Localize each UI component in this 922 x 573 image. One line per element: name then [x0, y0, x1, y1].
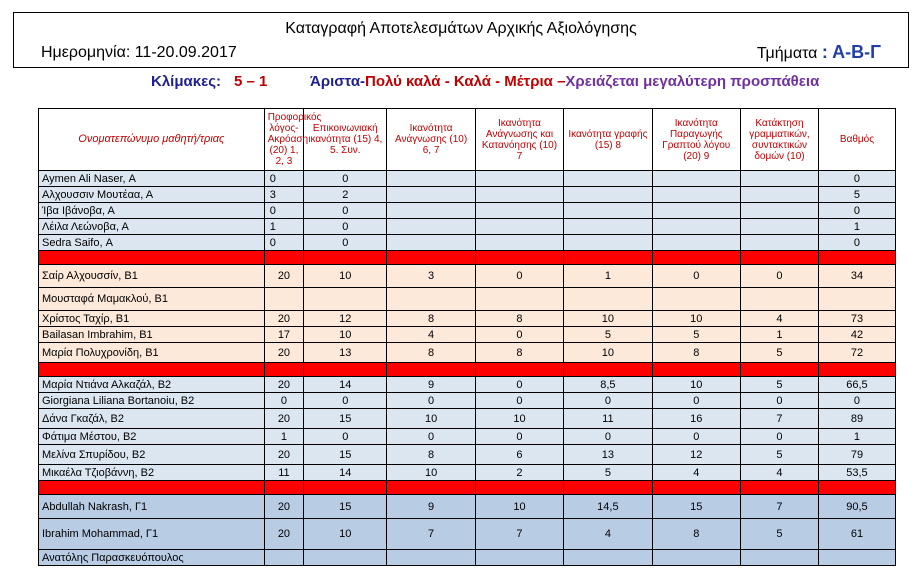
- score-cell: 8: [387, 445, 475, 465]
- score-cell: 3: [387, 265, 475, 288]
- table-header-row: [39, 109, 896, 171]
- score-cell: 12: [304, 311, 387, 327]
- score-cell: [475, 187, 563, 203]
- report-header: [13, 12, 909, 68]
- score-cell: [740, 235, 818, 251]
- score-cell: 5: [740, 343, 818, 363]
- score-cell: 8,5: [564, 377, 652, 393]
- student-name: Μαρία Ντιάνα Αλκαζάλ, Β2: [39, 377, 265, 393]
- student-name: Μουσταφά Μαμακλού, Β1: [39, 288, 265, 311]
- score-cell: [652, 203, 740, 219]
- score-cell: [304, 550, 387, 566]
- table-row: [39, 377, 896, 393]
- score-cell: [740, 171, 818, 187]
- table-row: [39, 187, 896, 203]
- separator-cell: [475, 251, 563, 265]
- group-separator: [39, 251, 896, 265]
- score-cell: 0: [740, 265, 818, 288]
- score-cell: [387, 288, 475, 311]
- table-row: [39, 235, 896, 251]
- student-name: Χρίστος Ταχίρ, Β1: [39, 311, 265, 327]
- score-cell: 0: [264, 393, 304, 409]
- class-label-text: Τμήματα: [756, 45, 818, 62]
- column-header: Κατάκτηση γραμματικών, συντακτικών δομών (10): [740, 109, 818, 171]
- score-cell: 20: [264, 377, 304, 393]
- score-cell: 0: [304, 219, 387, 235]
- score-cell: [564, 171, 652, 187]
- score-cell: 14,5: [564, 495, 652, 519]
- score-cell: 5: [740, 445, 818, 465]
- table-row: [39, 409, 896, 429]
- score-cell: 5: [740, 519, 818, 550]
- column-header: Ικανότητα Ανάγνωσης και Κατανόησης (10) 7: [475, 109, 563, 171]
- score-cell: 73: [818, 311, 895, 327]
- separator-cell: [740, 363, 818, 377]
- table-row: [39, 495, 896, 519]
- score-cell: 10: [564, 343, 652, 363]
- score-cell: 20: [264, 519, 304, 550]
- table-row: [39, 219, 896, 235]
- column-header: Ικανότητα γραφής (15) 8: [564, 109, 652, 171]
- score-cell: [475, 550, 563, 566]
- scale-range: 5 – 1: [234, 73, 268, 90]
- score-cell: 0: [818, 203, 895, 219]
- score-cell: 14: [304, 465, 387, 481]
- score-cell: 0: [264, 171, 304, 187]
- student-name: Μικαέλα Τζιοβάννη, Β2: [39, 465, 265, 481]
- score-cell: [387, 187, 475, 203]
- score-cell: 4: [387, 327, 475, 343]
- score-cell: 4: [740, 311, 818, 327]
- separator-cell: [387, 363, 475, 377]
- score-cell: 10: [304, 519, 387, 550]
- table-row: [39, 550, 896, 566]
- score-cell: 90,5: [818, 495, 895, 519]
- score-cell: 8: [475, 311, 563, 327]
- score-cell: [564, 219, 652, 235]
- score-cell: 5: [740, 377, 818, 393]
- score-cell: 0: [475, 393, 563, 409]
- score-cell: 4: [652, 465, 740, 481]
- table-row: [39, 203, 896, 219]
- student-name: Ibrahim Mohammad, Γ1: [39, 519, 265, 550]
- separator-cell: [652, 481, 740, 495]
- score-cell: 1: [264, 429, 304, 445]
- score-cell: 0: [564, 393, 652, 409]
- score-cell: 53,5: [818, 465, 895, 481]
- score-cell: [740, 288, 818, 311]
- score-cell: 1: [818, 219, 895, 235]
- report-date: Ημερομηνία: 11-20.09.2017: [41, 44, 237, 61]
- score-cell: [652, 235, 740, 251]
- separator-cell: [652, 251, 740, 265]
- score-cell: 11: [564, 409, 652, 429]
- separator-cell: [740, 481, 818, 495]
- score-cell: [387, 219, 475, 235]
- score-cell: 0: [652, 429, 740, 445]
- score-cell: 15: [304, 495, 387, 519]
- score-cell: 10: [475, 495, 563, 519]
- score-cell: 0: [387, 429, 475, 445]
- separator-cell: [304, 251, 387, 265]
- score-cell: 15: [304, 445, 387, 465]
- separator-cell: [264, 251, 304, 265]
- score-cell: [475, 171, 563, 187]
- score-cell: 0: [304, 393, 387, 409]
- score-cell: 7: [740, 495, 818, 519]
- separator-cell: [564, 251, 652, 265]
- column-header: Ικανότητα Παραγωγής Γραπτού λόγου (20) 9: [652, 109, 740, 171]
- separator-cell: [818, 251, 895, 265]
- score-cell: 11: [264, 465, 304, 481]
- score-cell: 8: [387, 311, 475, 327]
- scale-desc-1: Άριστα-: [310, 73, 366, 90]
- score-cell: 0: [475, 377, 563, 393]
- score-cell: [652, 187, 740, 203]
- separator-cell: [387, 481, 475, 495]
- score-cell: 8: [387, 343, 475, 363]
- score-cell: 5: [564, 465, 652, 481]
- score-cell: 6: [475, 445, 563, 465]
- student-name: Αλχουσσιν Μουτέαα, Α: [39, 187, 265, 203]
- score-cell: 20: [264, 445, 304, 465]
- group-separator: [39, 481, 896, 495]
- score-cell: [264, 550, 304, 566]
- score-cell: 0: [564, 429, 652, 445]
- score-cell: 0: [304, 429, 387, 445]
- score-cell: 0: [264, 203, 304, 219]
- student-name: Δάνα Γκαζάλ, Β2: [39, 409, 265, 429]
- score-cell: 10: [475, 409, 563, 429]
- student-name: Aymen Ali Naser, Α: [39, 171, 265, 187]
- score-cell: 16: [652, 409, 740, 429]
- table-row: [39, 465, 896, 481]
- column-header: Βαθμός: [818, 109, 895, 171]
- score-cell: 10: [387, 409, 475, 429]
- score-cell: 0: [740, 429, 818, 445]
- score-cell: [564, 550, 652, 566]
- score-cell: 10: [652, 311, 740, 327]
- score-cell: 72: [818, 343, 895, 363]
- score-cell: 0: [304, 203, 387, 219]
- table-row: [39, 429, 896, 445]
- score-cell: [387, 203, 475, 219]
- separator-cell: [818, 363, 895, 377]
- group-separator: [39, 363, 896, 377]
- separator-cell: [652, 363, 740, 377]
- score-cell: [740, 203, 818, 219]
- score-cell: 61: [818, 519, 895, 550]
- score-cell: 5: [818, 187, 895, 203]
- score-cell: 20: [264, 495, 304, 519]
- score-cell: [564, 288, 652, 311]
- score-cell: 7: [475, 519, 563, 550]
- student-name: Giorgiana Liliana Bortanoiu, Β2: [39, 393, 265, 409]
- score-cell: [387, 171, 475, 187]
- class-value: : Α-Β-Γ: [821, 42, 881, 62]
- separator-cell: [818, 481, 895, 495]
- separator-cell: [475, 481, 563, 495]
- score-cell: 79: [818, 445, 895, 465]
- score-cell: 8: [475, 343, 563, 363]
- score-cell: 0: [387, 393, 475, 409]
- table-row: [39, 519, 896, 550]
- score-cell: [264, 288, 304, 311]
- separator-cell: [387, 251, 475, 265]
- table-body: [39, 171, 896, 566]
- student-name: Σαίρ Αλχουσσίν, Β1: [39, 265, 265, 288]
- score-cell: 0: [264, 235, 304, 251]
- score-cell: [652, 219, 740, 235]
- results-table: [38, 108, 896, 566]
- score-cell: 2: [475, 465, 563, 481]
- scale-desc-3: Χρειάζεται μεγαλύτερη προσπάθεια: [565, 73, 820, 90]
- table-row: [39, 343, 896, 363]
- score-cell: [652, 288, 740, 311]
- score-cell: [475, 235, 563, 251]
- score-cell: 0: [475, 429, 563, 445]
- score-cell: [740, 550, 818, 566]
- score-cell: 7: [740, 409, 818, 429]
- score-cell: 3: [264, 187, 304, 203]
- score-cell: 0: [818, 393, 895, 409]
- score-cell: 20: [264, 343, 304, 363]
- score-cell: 34: [818, 265, 895, 288]
- separator-cell: [264, 481, 304, 495]
- table-row: [39, 171, 896, 187]
- separator-cell: [264, 363, 304, 377]
- score-cell: [564, 203, 652, 219]
- score-cell: [740, 187, 818, 203]
- score-cell: 15: [304, 409, 387, 429]
- separator-cell: [740, 251, 818, 265]
- student-name: Ανατόλης Παρασκευόπουλος: [39, 550, 265, 566]
- score-cell: 0: [818, 235, 895, 251]
- score-cell: 2: [304, 187, 387, 203]
- score-cell: 17: [264, 327, 304, 343]
- score-cell: 10: [387, 465, 475, 481]
- score-cell: 0: [818, 171, 895, 187]
- score-cell: 4: [564, 519, 652, 550]
- table-row: [39, 311, 896, 327]
- student-name: Sedra Saifo, Α: [39, 235, 265, 251]
- score-cell: 13: [564, 445, 652, 465]
- scale-desc-2: Πολύ καλά - Καλά - Μέτρια –: [365, 73, 566, 90]
- score-cell: 5: [652, 327, 740, 343]
- separator-cell: [39, 363, 265, 377]
- column-header: Επικοινωνιακή ικανότητα (15) 4, 5. Συν.: [304, 109, 387, 171]
- score-cell: [818, 550, 895, 566]
- separator-cell: [39, 481, 265, 495]
- score-cell: [475, 203, 563, 219]
- score-cell: 15: [652, 495, 740, 519]
- score-cell: 66,5: [818, 377, 895, 393]
- class-label: [757, 42, 881, 63]
- score-cell: 14: [304, 377, 387, 393]
- score-cell: [387, 235, 475, 251]
- score-cell: 0: [740, 393, 818, 409]
- column-header: Ονοματεπώνυμο μαθητή/τριας: [39, 109, 265, 171]
- column-header: Ικανότητα Ανάγνωσης (10) 6, 7: [387, 109, 475, 171]
- score-cell: 5: [564, 327, 652, 343]
- score-cell: [564, 235, 652, 251]
- column-header: Προφορικός λόγος-Ακρόαση (20) 1, 2, 3: [264, 109, 304, 171]
- score-cell: 8: [652, 519, 740, 550]
- score-cell: 1: [564, 265, 652, 288]
- score-cell: [740, 219, 818, 235]
- separator-cell: [304, 363, 387, 377]
- report-title: Καταγραφή Αποτελεσμάτων Αρχικής Αξιολόγησης: [285, 20, 637, 37]
- score-cell: 9: [387, 377, 475, 393]
- separator-cell: [564, 363, 652, 377]
- score-cell: 0: [652, 393, 740, 409]
- score-cell: 0: [475, 327, 563, 343]
- score-cell: 10: [652, 377, 740, 393]
- table-row: [39, 445, 896, 465]
- separator-cell: [475, 363, 563, 377]
- student-name: Μαρία Πολυχρονίδη, Β1: [39, 343, 265, 363]
- score-cell: [475, 288, 563, 311]
- score-cell: [304, 288, 387, 311]
- score-cell: 8: [652, 343, 740, 363]
- scale-description: [310, 73, 819, 90]
- score-cell: [475, 219, 563, 235]
- score-cell: 12: [652, 445, 740, 465]
- table-row: [39, 327, 896, 343]
- score-cell: 10: [564, 311, 652, 327]
- score-cell: 42: [818, 327, 895, 343]
- score-cell: 20: [264, 311, 304, 327]
- score-cell: 10: [304, 327, 387, 343]
- student-name: Φάτιμα Μέστου, Β2: [39, 429, 265, 445]
- score-cell: 0: [304, 235, 387, 251]
- student-name: Ίβα Ιβάνοβα, Α: [39, 203, 265, 219]
- score-cell: [652, 171, 740, 187]
- score-cell: 0: [652, 265, 740, 288]
- separator-cell: [304, 481, 387, 495]
- score-cell: 0: [304, 171, 387, 187]
- score-cell: 89: [818, 409, 895, 429]
- separator-cell: [564, 481, 652, 495]
- separator-cell: [39, 251, 265, 265]
- student-name: Μελίνα Σπυρίδου, Β2: [39, 445, 265, 465]
- score-cell: 4: [740, 465, 818, 481]
- score-cell: [652, 550, 740, 566]
- score-cell: [387, 550, 475, 566]
- score-cell: 1: [740, 327, 818, 343]
- student-name: Abdullah Nakrash, Γ1: [39, 495, 265, 519]
- score-cell: 13: [304, 343, 387, 363]
- score-cell: 0: [475, 265, 563, 288]
- table-row: [39, 288, 896, 311]
- score-cell: 10: [304, 265, 387, 288]
- score-cell: 20: [264, 265, 304, 288]
- score-cell: [818, 288, 895, 311]
- scale-label: Κλίμακες:: [151, 73, 222, 90]
- score-cell: 9: [387, 495, 475, 519]
- table-row: [39, 265, 896, 288]
- table-row: [39, 393, 896, 409]
- score-cell: 1: [818, 429, 895, 445]
- student-name: Bailasan Imbrahim, Β1: [39, 327, 265, 343]
- score-cell: [564, 187, 652, 203]
- score-cell: 1: [264, 219, 304, 235]
- score-cell: 20: [264, 409, 304, 429]
- student-name: Λέιλα Λεώνοβα, Α: [39, 219, 265, 235]
- score-cell: 7: [387, 519, 475, 550]
